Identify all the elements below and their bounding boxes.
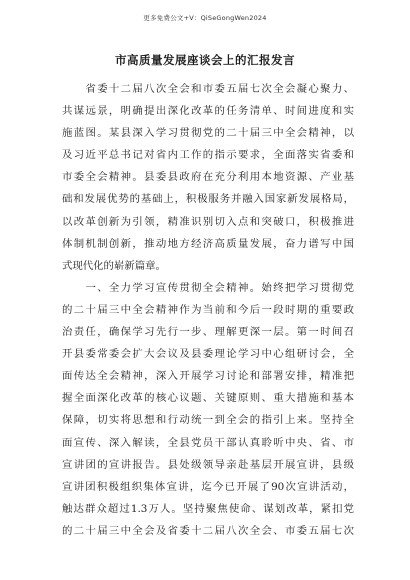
body-line: 施蓝图。某县深入学习贯彻党的二十届三中全会精神，以 — [62, 127, 354, 140]
body-line: 宣讲团的宣讲报告。县处级领导亲赴基层开展宣讲，县级 — [62, 458, 354, 471]
body-line: 面传达全会精神，深入开展学习讨论和部署安排，精准把 — [62, 370, 354, 383]
body-line: 础和发展优势的基础上，积极服务并融入国家新发展格局， — [62, 193, 354, 206]
body-line: 体制机制创新，推动地方经济高质量发展，奋力谱写中国 — [62, 237, 354, 250]
body-line: 开县委常委会扩大会议及县委理论学习中心组研讨会，全 — [62, 348, 354, 361]
body-line: 治责任，确保学习先行一步、理解更深一层。第一时间召 — [62, 326, 354, 339]
document-title: 市高质量发展座谈会上的汇报发言 — [115, 53, 295, 67]
body-line: 以改革创新为引领，精准识别切入点和突破口，积极推进 — [62, 215, 354, 228]
header-note: 更多免费公文+V：QiSeGongWen2024 — [143, 14, 267, 22]
body-line: 市委全会精神。县委县政府在充分利用本地资源、产业基 — [62, 171, 354, 184]
body-line: 式现代化的崭新篇章。 — [62, 259, 166, 272]
body-line: 宣讲团积极组织集体宣讲，迄今已开展了90次宣讲活动， — [62, 480, 354, 493]
body-line: 的二十届三中全会及省委十二届八次全会、市委五届七次 — [62, 524, 354, 537]
body-line: 及习近平总书记对省内工作的指示要求，全面落实省委和 — [62, 149, 354, 162]
body-line: 共谋远景，明确提出深化改革的任务清单、时间进度和实 — [62, 105, 354, 118]
body-line: 省委十二届八次全会和市委五届七次全会凝心聚力、 — [62, 83, 354, 95]
body-line: 的二十届三中全会精神作为当前和今后一段时期的重要政 — [62, 303, 354, 316]
body-line: 触达群众超过1.3万人。坚持聚焦使命、谋划改革，紧扣党 — [62, 502, 354, 515]
body-line: 保障，切实将思想和行动统一到全会的指引上来。坚持全 — [62, 414, 354, 427]
document-body — [62, 78, 354, 542]
body-line: 面宣传、深入解读，全县党员干部认真聆听中央、省、市 — [62, 436, 354, 449]
body-line: 握全面深化改革的核心议题、关键原则、重大措施和基本 — [62, 392, 354, 405]
body-line: 一、全力学习宣传贯彻全会精神。始终把学习贯彻党 — [62, 281, 354, 294]
